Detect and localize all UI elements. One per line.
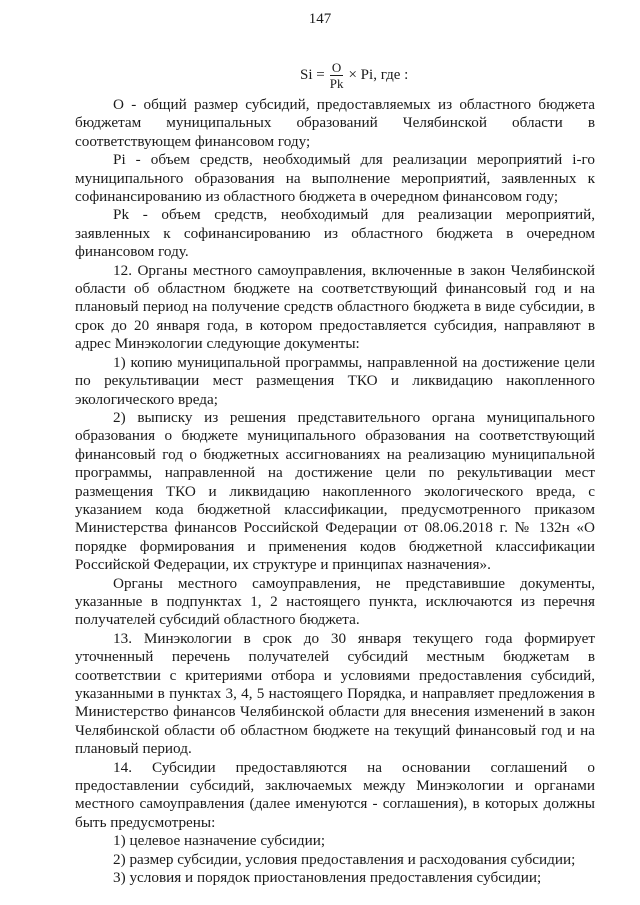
- paragraph-definition-o: О - общий размер субсидий, предоставляемых из областного бюджета бюджетам муниципальных образований Челябинской области в соответствующем финансовом году;: [75, 96, 595, 150]
- paragraph-clause-13: 13. Минэкологии в срок до 30 января текущего года формирует уточненный перечень получателей субсидий местным бюджетам в соответствии с критериями отбора и условиями предоставления субсидий, указанными в пунктах 3, 4, 5 настоящего Порядка, и направляет предложения в Министерство финансов Челябинской области для внесения изменений в закон Челябинской области об областном бюджете на текущий финансовый год и на плановый период.: [75, 629, 595, 758]
- page-number: 147: [308, 11, 332, 27]
- formula-lhs: Si =: [300, 67, 325, 84]
- subsidy-formula: [300, 60, 408, 91]
- paragraph-clause-12-item-1: 1) копию муниципальной программы, направленной на достижение цели по рекультивации мест размещения ТКО и ликвидацию накопленного экологического вреда;: [75, 353, 595, 408]
- paragraph-clause-14-item-2: 2) размер субсидии, условия предоставления и расходования субсидии;: [113, 850, 576, 868]
- paragraph-clause-14-item-1: 1) целевое назначение субсидии;: [113, 832, 326, 850]
- paragraph-clause-12-item-2: 2) выписку из решения представительного органа муниципального образования о бюджете муниципального образования на соответствующий финансовый год о бюджетных ассигнованиях на реализацию муниципальной программы, направленной на достижение цели по рекультивации мест размещения ТКО и ликвидацию накопленного экологического вреда, с указанием кода бюджетной классификации, предусмотренного приказом Министерства финансов Российской Федерации от 08.06.2018 г. № 132н «О порядке формирования и применения кодов бюджетной классификации Российской Федерации, их структуре и принципах назначения».: [75, 408, 595, 574]
- formula-fraction: [328, 60, 346, 91]
- document-body: [75, 96, 595, 887]
- formula-denominator: Pk: [329, 76, 344, 91]
- paragraph-exclusion: Органы местного самоуправления, не представившие документы, указанные в подпунктах 1, 2 настоящего пункта, исключаются из перечня получателей субсидий областного бюджета.: [75, 574, 595, 629]
- paragraph-clause-14-item-3: 3) условия и порядок приостановления предоставления субсидии;: [113, 869, 542, 887]
- paragraph-clause-12: 12. Органы местного самоуправления, включенные в закон Челябинской области об областном бюджете на соответствующий финансовый год и на плановый период на получение средств областного бюджета в виде субсидии, в срок до 20 января года, в котором предоставляется субсидия, направляют в адрес Минэкологии следующие документы:: [75, 261, 595, 353]
- paragraph-clause-14: 14. Субсидии предоставляются на основании соглашений о предоставлении субсидий, заключаемых между Минэкологии и органами местного самоуправления (далее именуются - соглашения), в которых должны быть предусмотрены:: [75, 758, 595, 831]
- paragraph-definition-pk: Pk - объем средств, необходимый для реализации мероприятий, заявленных к софинансированию из областного бюджета в очередном финансовом году.: [75, 206, 595, 261]
- formula-rhs: × Pi, где :: [348, 67, 409, 84]
- formula-numerator: O: [331, 60, 342, 75]
- paragraph-definition-pi: Pi - объем средств, необходимый для реализации мероприятий i-го муниципального образования на выполнение мероприятий, заявленных к софинансированию из областного бюджета в очередном финансовом году;: [75, 151, 595, 206]
